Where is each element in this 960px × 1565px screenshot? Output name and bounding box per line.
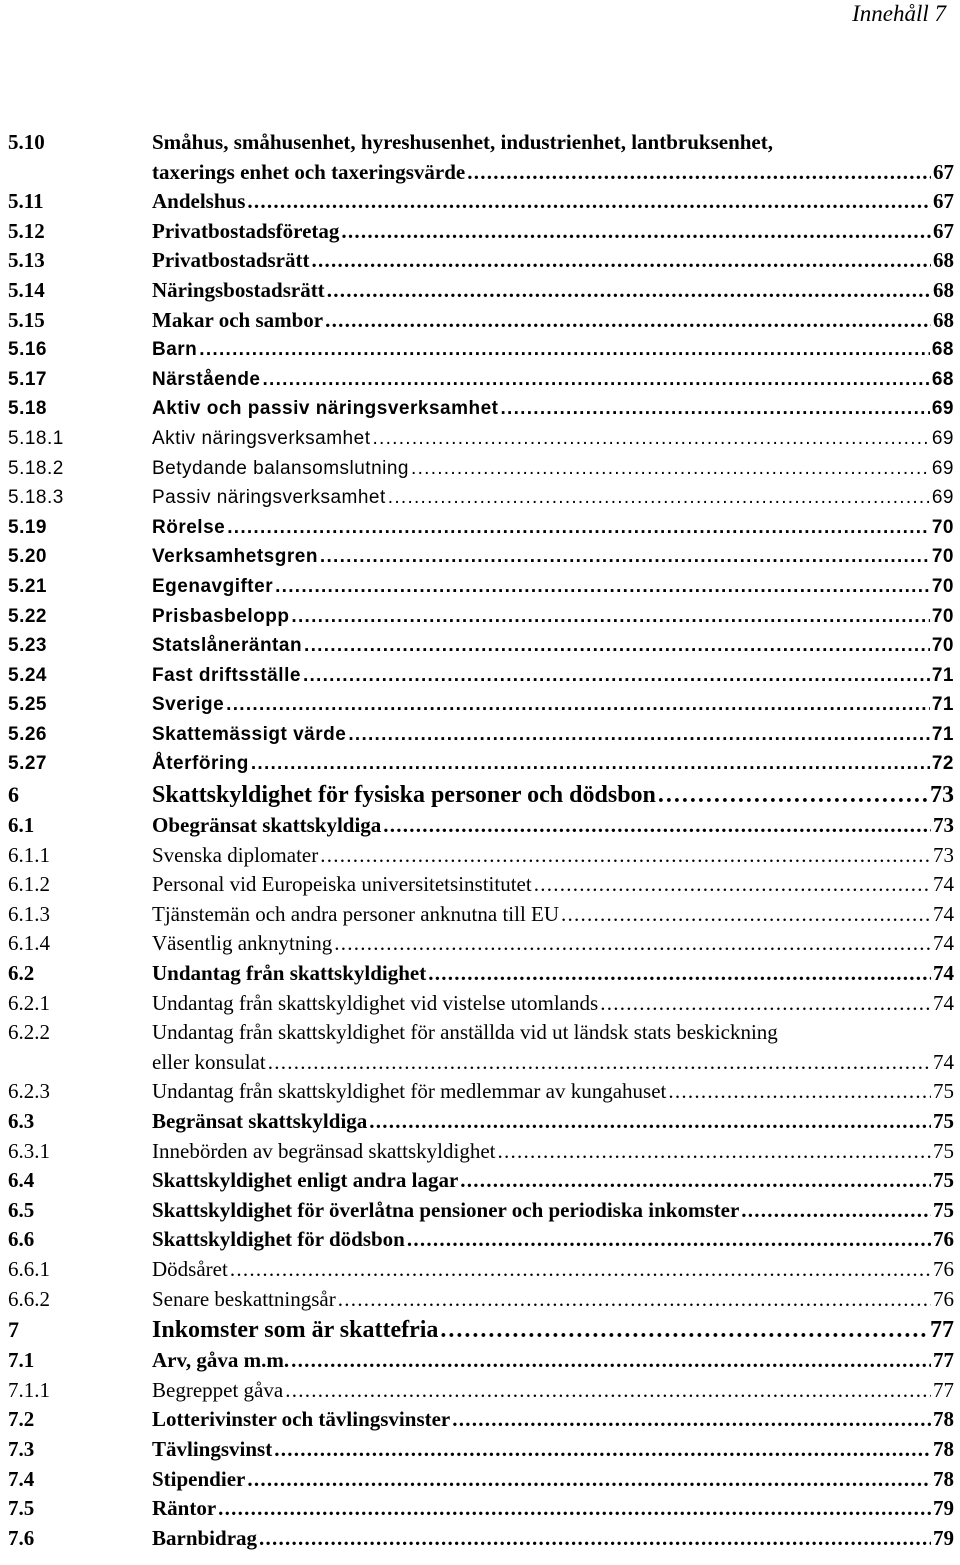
toc-entry-number: 5.16 <box>8 339 47 361</box>
toc-entry-number: 5.20 <box>8 546 47 568</box>
toc-entry-title: Aktiv och passiv näringsverksamhet <box>152 398 499 420</box>
toc-entry-number: 5.13 <box>8 248 45 273</box>
toc-entry[interactable] <box>8 1285 954 1315</box>
dot-leader <box>658 779 928 811</box>
dot-leader <box>311 246 931 276</box>
toc-entry-number: 7 <box>8 1317 19 1343</box>
toc-entry[interactable] <box>8 306 954 336</box>
dot-leader <box>247 187 931 217</box>
toc-entry-page: 77 <box>933 1348 954 1373</box>
toc-entry-page: 69 <box>931 487 954 509</box>
toc-entry-title: Tävlingsvinst <box>152 1436 273 1461</box>
toc-entry-page: 71 <box>931 723 954 745</box>
toc-entry-page: 73 <box>930 782 954 809</box>
toc-entry-number: 7.3 <box>8 1436 35 1461</box>
toc-entry[interactable] <box>8 454 954 484</box>
toc-entry-title: Sverige <box>152 694 225 716</box>
toc-entry-number: 5.18.1 <box>8 427 64 449</box>
toc-entry[interactable] <box>8 1465 954 1495</box>
toc-entry-title: Småhus, småhusenhet, hyreshusenhet, industrienhet, lantbruksenhet, <box>152 130 773 154</box>
toc-entry-page: 76 <box>933 1286 954 1311</box>
toc-entry[interactable] <box>8 513 954 543</box>
toc-entry[interactable] <box>8 1314 954 1346</box>
dot-leader <box>274 1435 931 1465</box>
dot-leader <box>226 690 930 720</box>
toc-entry-title: Skattskyldighet för dödsbon <box>152 1227 405 1252</box>
toc-entry-number: 6.1.1 <box>8 842 50 867</box>
toc-entry-title: Undantag från skattskyldighet för anställda vid ut ländsk stats beskickning <box>152 1020 778 1045</box>
toc-entry[interactable] <box>8 1077 954 1107</box>
toc-entry-title: Väsentlig anknytning <box>152 931 333 956</box>
dot-leader <box>247 1465 931 1495</box>
toc-entry-page: 69 <box>931 427 954 449</box>
toc-entry-number: 6.2.3 <box>8 1079 50 1104</box>
dot-leader <box>383 811 931 841</box>
toc-entry-page: 67 <box>933 159 954 184</box>
toc-entry-title: Arv, gåva m.m. <box>152 1348 290 1373</box>
toc-entry-title: Undantag från skattskyldighet <box>152 961 427 986</box>
toc-entry[interactable] <box>8 690 954 720</box>
toc-entry-title: Dödsåret <box>152 1256 228 1281</box>
toc-entry[interactable] <box>8 989 954 1019</box>
toc-entry-title: Närstående <box>152 368 261 390</box>
toc-entry-title: Rörelse <box>152 516 226 538</box>
toc-entry-title: Egenavgifter <box>152 575 274 597</box>
dot-leader <box>275 572 930 602</box>
dot-leader <box>534 870 931 900</box>
toc-entry-page: 74 <box>933 961 954 986</box>
toc-entry-page: 75 <box>933 1168 954 1193</box>
toc-entry-number: 5.27 <box>8 753 47 775</box>
page-header: Innehåll 7 <box>852 1 946 26</box>
toc-entry-number: 7.1 <box>8 1348 35 1373</box>
dot-leader <box>498 1137 932 1167</box>
toc-entry-page: 77 <box>933 1377 954 1402</box>
toc-entry-page: 74 <box>933 901 954 926</box>
toc-entry-page: 76 <box>933 1227 954 1252</box>
toc-entry[interactable] <box>8 1376 954 1406</box>
toc-entry[interactable] <box>8 929 954 959</box>
toc-entry-title: Näringsbostadsrätt <box>152 277 325 302</box>
toc-entry-number: 5.25 <box>8 694 47 716</box>
dot-leader <box>327 276 931 306</box>
toc-entry-title: Begränsat skattskyldiga <box>152 1109 368 1133</box>
toc-entry-number: 5.18.2 <box>8 457 64 479</box>
toc-entry-page: 67 <box>933 218 954 243</box>
toc-entry[interactable] <box>8 749 954 779</box>
toc-entry-title: Privatbostadsrätt <box>152 248 310 273</box>
toc-entry-number: 6.5 <box>8 1197 35 1222</box>
toc-entry-page: 70 <box>931 575 954 597</box>
dot-leader <box>325 306 931 336</box>
toc-entry-title: Statslåneräntan <box>152 635 303 657</box>
toc-entry-title: Fast driftsställe <box>152 664 301 686</box>
toc-entry[interactable] <box>8 1346 954 1376</box>
toc-entry[interactable] <box>8 779 954 811</box>
dot-leader <box>218 1494 931 1524</box>
dot-leader <box>407 1225 931 1255</box>
toc-entry-page: 71 <box>931 694 954 716</box>
toc-entry[interactable] <box>8 394 954 424</box>
toc-entry[interactable] <box>8 365 954 395</box>
toc-entry-page: 69 <box>931 457 954 479</box>
toc-entry-page: 70 <box>931 635 954 657</box>
dot-leader <box>259 1524 931 1554</box>
dot-leader <box>460 1166 931 1196</box>
toc-entry-page: 74 <box>933 990 954 1015</box>
toc-entry[interactable] <box>8 720 954 750</box>
dot-leader <box>304 631 930 661</box>
toc-entry[interactable] <box>8 1166 954 1196</box>
toc-entry[interactable] <box>8 483 954 513</box>
toc-entry-page: 68 <box>931 339 954 361</box>
toc-entry[interactable] <box>8 1196 954 1226</box>
toc-entry-number: 7.5 <box>8 1496 35 1521</box>
toc-entry-number: 6.2 <box>8 961 35 986</box>
toc-entry-title: Undantag från skattskyldighet vid vistelse utomlands <box>152 990 599 1015</box>
toc-entry[interactable] <box>8 572 954 602</box>
toc-entry-page: 78 <box>933 1407 954 1432</box>
toc-entry[interactable] <box>8 542 954 572</box>
toc-entry-page: 75 <box>933 1109 954 1133</box>
dot-leader <box>303 661 930 691</box>
toc-entry-page: 67 <box>933 189 954 214</box>
toc-entry-page: 68 <box>933 307 954 332</box>
toc-entry-number: 7.1.1 <box>8 1377 50 1402</box>
toc-entry-number: 6.1.3 <box>8 901 50 926</box>
toc-entry-title: Personal vid Europeiska universitetsinstitutet <box>152 872 532 897</box>
dot-leader <box>338 1285 931 1315</box>
dot-leader <box>199 335 930 365</box>
toc-entry-page: 77 <box>930 1317 954 1344</box>
toc-entry[interactable] <box>8 246 954 276</box>
toc-entry-page: 73 <box>933 813 954 838</box>
toc-entry-title: Makar och sambor <box>152 307 324 332</box>
toc-entry[interactable] <box>8 841 954 871</box>
dot-leader <box>291 1346 931 1376</box>
toc-entry-title: Senare beskattningsår <box>152 1286 336 1311</box>
toc-entry-page: 69 <box>931 398 954 420</box>
toc-entry-page: 75 <box>933 1079 954 1104</box>
dot-leader <box>341 217 931 247</box>
toc-entry-number: 5.12 <box>8 218 45 243</box>
toc-entry[interactable] <box>8 959 954 989</box>
toc-entry[interactable] <box>8 1494 954 1524</box>
toc-entry-title: Skattskyldighet för fysiska personer och dödsbon <box>152 782 656 809</box>
toc-entry-number: 5.19 <box>8 516 47 538</box>
toc-entry-title: Passiv näringsverksamhet <box>152 487 386 509</box>
toc-entry-title: Stipendier <box>152 1466 246 1491</box>
toc-entry-title: Återföring <box>152 753 249 775</box>
dot-leader <box>227 513 930 543</box>
dot-leader <box>291 602 929 632</box>
toc-entry-page: 79 <box>933 1496 954 1521</box>
toc-entry-number: 6.2.2 <box>8 1020 50 1045</box>
toc-entry-page: 68 <box>931 368 954 390</box>
toc-entry[interactable] <box>8 870 954 900</box>
toc-entry-title: Svenska diplomater <box>152 842 319 867</box>
dot-leader <box>230 1255 931 1285</box>
toc-entry[interactable] <box>8 276 954 306</box>
dot-leader <box>348 720 930 750</box>
toc-entry-page: 74 <box>933 872 954 897</box>
table-of-contents <box>8 128 954 1553</box>
toc-entry-number: 6.6.1 <box>8 1256 50 1281</box>
toc-entry-page: 75 <box>933 1138 954 1163</box>
toc-entry[interactable] <box>8 1435 954 1465</box>
toc-entry-page: 79 <box>933 1525 954 1550</box>
dot-leader <box>388 483 930 513</box>
toc-entry-title: Innebörden av begränsad skattskyldighet <box>152 1138 496 1163</box>
toc-entry-title: Verksamhetsgren <box>152 546 318 568</box>
dot-leader <box>285 1376 931 1406</box>
toc-entry[interactable] <box>8 1255 954 1285</box>
toc-entry-page: 73 <box>933 842 954 867</box>
toc-entry-title: Barn <box>152 339 198 361</box>
dot-leader <box>372 424 929 454</box>
toc-entry[interactable] <box>8 335 954 365</box>
toc-entry-number: 6.1 <box>8 813 35 838</box>
toc-entry[interactable] <box>8 217 954 247</box>
toc-entry-title: Tjänstemän och andra personer anknutna till EU <box>152 901 560 926</box>
toc-entry-page: 78 <box>933 1466 954 1491</box>
toc-entry-title: Obegränsat skattskyldiga <box>152 813 382 838</box>
toc-entry-number: 5.18.3 <box>8 487 64 509</box>
toc-entry-title: Räntor <box>152 1496 217 1521</box>
toc-entry-title: Skattemässigt värde <box>152 723 347 745</box>
toc-entry-title: Barnbidrag <box>152 1525 258 1550</box>
toc-entry-number: 5.17 <box>8 368 47 390</box>
toc-entry-title: Prisbasbelopp <box>152 605 290 627</box>
toc-entry[interactable] <box>8 811 954 841</box>
dot-leader <box>500 394 929 424</box>
toc-entry-title-continued: eller konsulat <box>152 1049 266 1074</box>
toc-entry-title: Skattskyldighet för överlåtna pensioner och periodiska inkomster <box>152 1197 740 1222</box>
toc-entry[interactable] <box>8 900 954 930</box>
toc-entry-number: 6.4 <box>8 1168 35 1193</box>
toc-entry-number: 5.15 <box>8 307 45 332</box>
toc-entry-number: 7.4 <box>8 1466 35 1491</box>
toc-entry-number: 6.6 <box>8 1227 35 1252</box>
toc-entry[interactable] <box>8 128 954 187</box>
toc-entry-number: 5.24 <box>8 664 47 686</box>
dot-leader <box>268 1048 931 1078</box>
toc-entry-number: 6.2.1 <box>8 990 50 1015</box>
toc-entry-title: Inkomster som är skattefria <box>152 1317 439 1344</box>
toc-entry-number: 6 <box>8 782 19 808</box>
toc-entry-number: 5.18 <box>8 398 47 420</box>
toc-entry-title: Skattskyldighet enligt andra lagar <box>152 1168 459 1193</box>
dot-leader <box>428 959 931 989</box>
toc-entry-page: 70 <box>931 546 954 568</box>
toc-entry[interactable] <box>8 1107 954 1137</box>
toc-entry-page: 72 <box>931 753 954 775</box>
toc-entry-title: Andelshus <box>152 189 246 214</box>
dot-leader <box>411 454 930 484</box>
toc-entry-title: Aktiv näringsverksamhet <box>152 427 371 449</box>
toc-entry-title: Begreppet gåva <box>152 1377 284 1402</box>
toc-entry-number: 6.1.4 <box>8 931 50 956</box>
toc-entry-number: 6.3 <box>8 1109 35 1133</box>
dot-leader <box>440 1314 928 1346</box>
toc-entry-number: 5.23 <box>8 635 47 657</box>
toc-entry[interactable] <box>8 661 954 691</box>
toc-entry-title: Betydande balansomslutning <box>152 457 410 479</box>
dot-leader <box>467 158 931 188</box>
dot-leader <box>369 1107 931 1137</box>
toc-entry-page: 78 <box>933 1436 954 1461</box>
toc-entry-page: 74 <box>933 931 954 956</box>
toc-entry[interactable] <box>8 1524 954 1554</box>
toc-entry-number: 5.10 <box>8 130 45 154</box>
toc-entry-page: 76 <box>933 1256 954 1281</box>
toc-entry-page: 74 <box>933 1049 954 1074</box>
dot-leader <box>263 365 930 395</box>
toc-entry[interactable] <box>8 187 954 217</box>
toc-entry-page: 68 <box>933 248 954 273</box>
toc-entry[interactable] <box>8 424 954 454</box>
toc-entry[interactable] <box>8 1137 954 1167</box>
toc-entry-page: 70 <box>931 605 954 627</box>
toc-entry[interactable] <box>8 1225 954 1255</box>
toc-entry-title: Lotterivinster och tävlingsvinster <box>152 1407 451 1432</box>
toc-entry-number: 6.6.2 <box>8 1286 50 1311</box>
toc-entry-page: 70 <box>931 516 954 538</box>
toc-entry-number: 5.22 <box>8 605 47 627</box>
toc-entry-title-continued: taxerings enhet och taxeringsvärde <box>152 159 466 184</box>
dot-leader <box>741 1196 931 1226</box>
dot-leader <box>600 989 931 1019</box>
toc-entry-number: 5.21 <box>8 575 47 597</box>
toc-entry-page: 75 <box>933 1197 954 1222</box>
toc-entry-title: Privatbostadsföretag <box>152 218 340 243</box>
toc-entry-number: 5.26 <box>8 723 47 745</box>
dot-leader <box>561 900 931 930</box>
toc-entry[interactable] <box>8 1405 954 1435</box>
toc-entry-number: 7.6 <box>8 1525 35 1550</box>
dot-leader <box>334 929 931 959</box>
toc-entry-number: 6.3.1 <box>8 1138 50 1163</box>
toc-entry-number: 6.1.2 <box>8 872 50 897</box>
dot-leader <box>452 1405 931 1435</box>
toc-entry-page: 68 <box>933 277 954 302</box>
dot-leader <box>668 1077 931 1107</box>
toc-entry[interactable] <box>8 602 954 632</box>
toc-entry[interactable] <box>8 1018 954 1077</box>
dot-leader <box>251 749 930 779</box>
toc-entry-title: Undantag från skattskyldighet för medlemmar av kungahuset <box>152 1079 667 1104</box>
toc-entry-number: 5.14 <box>8 277 45 302</box>
toc-entry-number: 7.2 <box>8 1407 35 1432</box>
toc-entry-number: 5.11 <box>8 189 44 214</box>
toc-entry[interactable] <box>8 631 954 661</box>
dot-leader <box>320 542 930 572</box>
toc-entry-page: 71 <box>931 664 954 686</box>
dot-leader <box>320 841 931 871</box>
